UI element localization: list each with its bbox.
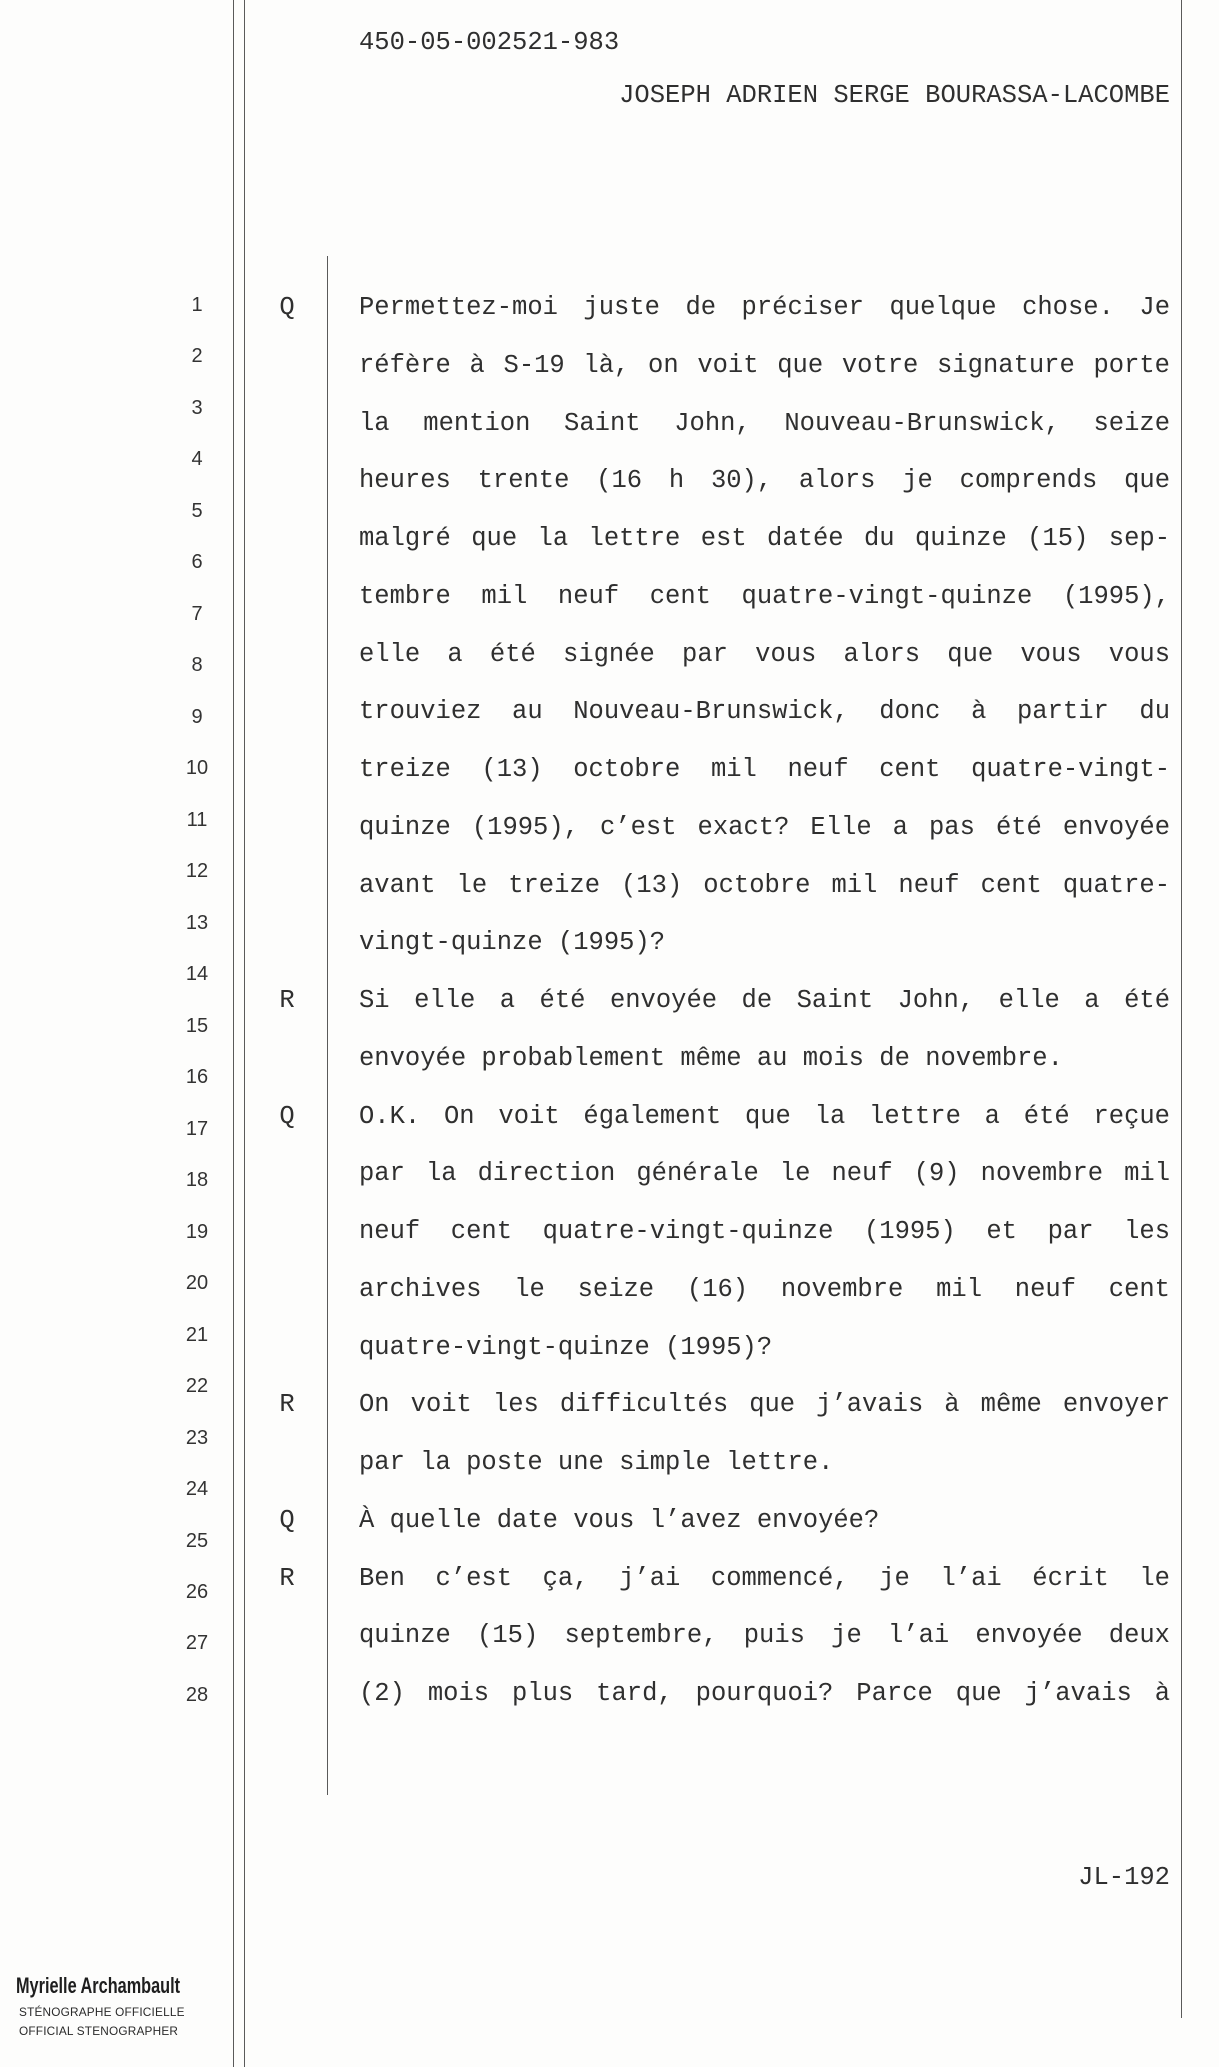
transcript-line: À quelle date vous l’avez envoyée? <box>359 1505 880 1535</box>
speaker-marker: R <box>279 1563 295 1593</box>
left-margin-rule-outer <box>233 0 234 2067</box>
line-number: 25 <box>185 1529 209 1552</box>
line-number: 27 <box>185 1632 209 1655</box>
transcript-line: (2) mois plus tard, pourquoi? Parce que j’avais à <box>359 1679 1170 1708</box>
case-number: 450-05-002521-983 <box>359 28 620 57</box>
transcript-line: envoyée probablement même au mois de novembre. <box>359 1043 1063 1073</box>
line-number: 17 <box>185 1117 209 1140</box>
right-margin-rule <box>1181 0 1182 2018</box>
speaker-column-rule <box>327 256 328 1795</box>
left-margin-rule-inner <box>244 0 245 2067</box>
speaker-marker: R <box>279 986 295 1015</box>
line-number: 18 <box>185 1169 209 1192</box>
speaker-marker: R <box>279 1390 295 1420</box>
line-number: 28 <box>185 1683 209 1706</box>
line-number: 2 <box>191 345 203 368</box>
transcript-line: Ben c’est ça, j’ai commencé, je l’ai écrit le <box>359 1563 1170 1593</box>
transcript-line: réfère à S-19 là, on voit que votre signature porte <box>359 350 1170 380</box>
transcript-line: la mention Saint John, Nouveau-Brunswick, seize <box>359 408 1170 438</box>
transcript-line: par la poste une simple lettre. <box>359 1448 834 1477</box>
transcript-line: treize (13) octobre mil neuf cent quatre-vingt- <box>359 755 1170 784</box>
transcript-line: neuf cent quatre-vingt-quinze (1995) et par les <box>359 1217 1170 1246</box>
transcript-line: quatre-vingt-quinze (1995)? <box>359 1332 773 1362</box>
stenographer-title-fr: STÉNOGRAPHE OFFICIELLE <box>19 2005 185 2019</box>
line-number: 8 <box>191 654 203 677</box>
line-number: 4 <box>191 448 203 471</box>
speaker-marker: Q <box>279 1101 295 1131</box>
transcript-line: avant le treize (13) octobre mil neuf cent quatre- <box>359 870 1170 900</box>
transcript-line: Permettez-moi juste de préciser quelque chose. Je <box>359 293 1170 322</box>
line-number: 16 <box>185 1066 209 1089</box>
line-number: 23 <box>185 1426 209 1449</box>
stenographer-title-en: OFFICIAL STENOGRAPHER <box>19 2024 179 2038</box>
transcript-line: On voit les difficultés que j’avais à même envoyer <box>359 1390 1170 1420</box>
line-number: 10 <box>185 757 209 780</box>
line-number: 20 <box>185 1272 209 1295</box>
line-number: 11 <box>186 808 208 831</box>
transcript-line: quinze (1995), c’est exact? Elle a pas été envoyée <box>359 812 1170 842</box>
witness-name: JOSEPH ADRIEN SERGE BOURASSA-LACOMBE <box>619 81 1170 110</box>
line-number: 26 <box>185 1581 209 1603</box>
transcript-line: heures trente (16 h 30), alors je comprends que <box>359 466 1170 496</box>
transcript-line: elle a été signée par vous alors que vous vous <box>359 639 1170 669</box>
line-number: 24 <box>185 1478 209 1501</box>
line-number: 12 <box>185 860 209 883</box>
line-number: 6 <box>191 551 203 574</box>
transcript-line: O.K. On voit également que la lettre a été reçue <box>359 1101 1170 1131</box>
transcript-line: malgré que la lettre est datée du quinze (15) sep- <box>359 524 1170 553</box>
transcript-line: archives le seize (16) novembre mil neuf cent <box>359 1274 1170 1304</box>
transcript-line: tembre mil neuf cent quatre-vingt-quinze (1995), <box>359 581 1170 611</box>
speaker-marker: Q <box>279 1505 295 1535</box>
transcript-line: quinze (15) septembre, puis je l’ai envoyée deux <box>359 1621 1170 1651</box>
line-number: 13 <box>185 911 209 934</box>
line-number: 9 <box>191 705 203 728</box>
line-number: 3 <box>191 396 203 419</box>
transcript-line: par la direction générale le neuf (9) novembre mil <box>359 1159 1170 1189</box>
line-number: 15 <box>185 1014 209 1037</box>
line-number: 22 <box>185 1375 209 1398</box>
speaker-marker: Q <box>279 293 295 322</box>
line-number: 14 <box>185 963 209 986</box>
stenographer-name: Myrielle Archambault <box>16 1973 181 1998</box>
line-number: 7 <box>191 602 203 625</box>
line-number: 21 <box>185 1323 209 1346</box>
transcript-line: trouviez au Nouveau-Brunswick, donc à partir du <box>359 697 1170 727</box>
line-number: 5 <box>191 499 203 522</box>
page-number: JL-192 <box>1078 1863 1170 1892</box>
line-number: 1 <box>191 294 203 316</box>
transcript-line: Si elle a été envoyée de Saint John, elle a été <box>359 986 1170 1015</box>
line-number: 19 <box>185 1220 209 1243</box>
transcript-line: vingt-quinze (1995)? <box>359 928 666 958</box>
